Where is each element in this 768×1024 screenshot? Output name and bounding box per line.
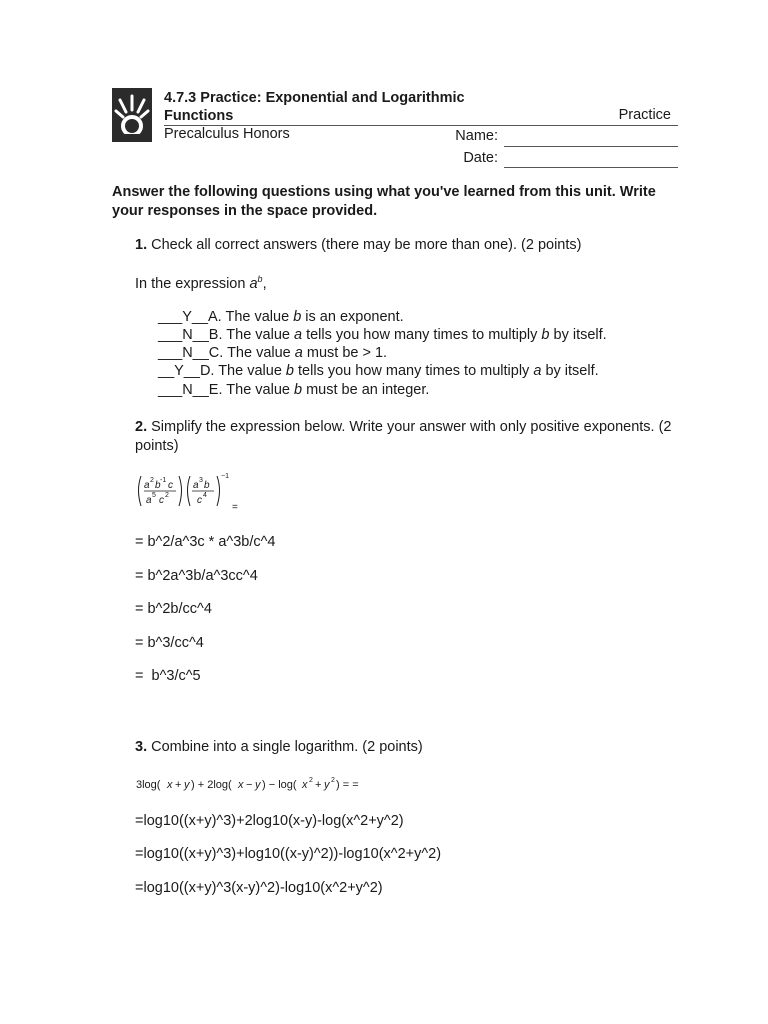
svg-text:-1: -1 — [160, 477, 167, 484]
work-line: = b^3/cc^4 — [135, 635, 204, 651]
question-2 — [135, 418, 683, 456]
name-field[interactable] — [504, 146, 678, 147]
svg-text:−1: −1 — [221, 473, 229, 480]
option-text: tells you how many times to multiply — [302, 327, 542, 343]
work-line: = b^2b/cc^4 — [135, 601, 212, 617]
svg-text:a: a — [144, 480, 150, 491]
option-text: must be an integer. — [302, 382, 430, 398]
option-variable: b — [293, 382, 303, 398]
svg-text:y: y — [184, 779, 190, 791]
svg-text:) = =: ) = = — [336, 779, 359, 791]
answer-mark: ___N__ — [158, 327, 209, 343]
svg-text:c: c — [197, 495, 202, 506]
answer-mark: __Y__ — [158, 363, 200, 379]
work-line: = b^2a^3b/a^3cc^4 — [135, 568, 258, 584]
question-1-option — [158, 382, 429, 398]
option-text: by itself. — [549, 327, 607, 343]
practice-badge: Practice — [618, 107, 671, 123]
question-1-number: 1. — [135, 237, 148, 253]
work-line: =log10((x+y)^3)+2log10(x-y)-log(x^2+y^2) — [135, 813, 404, 829]
svg-text:y: y — [324, 779, 330, 791]
svg-text:2: 2 — [309, 777, 313, 784]
option-text: The value — [222, 327, 294, 343]
svg-text:2: 2 — [165, 492, 169, 499]
question-1-prompt: Check all correct answers (there may be more than one). (2 points) — [151, 237, 582, 253]
svg-text:c: c — [168, 480, 173, 491]
question-3-expression-image — [134, 772, 384, 794]
question-2-number: 2. — [135, 419, 148, 435]
question-1 — [135, 237, 581, 253]
svg-text:b: b — [204, 480, 210, 491]
option-text: is an exponent. — [301, 309, 404, 325]
option-letter: E. — [208, 382, 223, 398]
date-label: Date: — [463, 150, 498, 166]
svg-text:5: 5 — [152, 492, 156, 499]
answer-mark: ___Y__ — [158, 309, 208, 325]
option-letter: C. — [208, 345, 224, 361]
svg-text:2: 2 — [150, 477, 154, 484]
svg-text:4: 4 — [203, 492, 207, 499]
date-field[interactable] — [504, 167, 678, 168]
work-line: = b^2/a^3c * a^3b/c^4 — [135, 534, 276, 550]
question-2-prompt: Simplify the expression below. Write your answer with only positive exponents. (2 points) — [135, 419, 672, 454]
expression-intro: In the expression — [135, 275, 246, 292]
svg-text:+: + — [315, 779, 322, 791]
work-line: =log10((x+y)^3(x-y)^2)-log10(x^2+y^2) — [135, 880, 383, 896]
name-label: Name: — [455, 128, 498, 144]
question-3-prompt: Combine into a single logarithm. (2 points) — [151, 739, 423, 755]
option-variable: a — [293, 327, 303, 343]
expression-exponent: b — [257, 274, 263, 284]
svg-text:x: x — [167, 779, 173, 791]
svg-text:3log(: 3log( — [136, 779, 161, 791]
instructions: Answer the following questions using what you've learned from this unit. Write your responses in the space provided. — [112, 184, 656, 219]
work-line: = b^3/c^5 — [135, 668, 201, 684]
option-text: The value — [223, 345, 295, 361]
svg-text:c: c — [159, 495, 164, 506]
option-text: tells you how many times to multiply — [294, 363, 534, 379]
option-variable: a — [294, 345, 303, 361]
svg-text:−: − — [246, 779, 253, 791]
option-text: by itself. — [541, 363, 599, 379]
question-1-option — [158, 309, 404, 325]
svg-text:x: x — [238, 779, 244, 791]
option-letter: B. — [208, 327, 223, 343]
svg-text:a: a — [146, 495, 152, 506]
option-variable: b — [285, 363, 294, 379]
svg-text:y: y — [255, 779, 261, 791]
question-1-option — [158, 363, 599, 379]
worksheet-title: 4.7.3 Practice: Exponential and Logarithmic Functions — [164, 90, 465, 124]
answer-mark: ___N__ — [158, 345, 209, 361]
answer-mark: ___N__ — [158, 382, 209, 398]
svg-text:) + 2log(: ) + 2log( — [191, 779, 232, 791]
svg-text:b: b — [155, 480, 161, 491]
svg-text:2: 2 — [331, 777, 335, 784]
expression-base: a — [249, 275, 258, 292]
svg-text:3: 3 — [199, 477, 203, 484]
question-3 — [135, 739, 423, 755]
option-variable: b — [541, 327, 550, 343]
option-variable: a — [533, 363, 542, 379]
question-3-number: 3. — [135, 739, 148, 755]
svg-text:) − log(: ) − log( — [262, 779, 297, 791]
option-letter: D. — [199, 363, 215, 379]
question-2-expression-image — [134, 470, 254, 518]
question-2-equals: = — [232, 502, 238, 513]
svg-text:a: a — [193, 480, 199, 491]
course-name: Precalculus Honors — [164, 126, 290, 142]
option-text: The value — [221, 309, 294, 325]
option-text: The value — [214, 363, 286, 379]
option-text: must be > 1. — [302, 345, 388, 361]
question-1-expression: In the expression $a^b$, — [135, 274, 267, 292]
school-logo-icon — [112, 88, 152, 142]
question-1-option — [158, 327, 607, 343]
question-1-option — [158, 345, 387, 361]
option-variable: b — [293, 309, 302, 325]
work-line: =log10((x+y)^3)+log10((x-y)^2))-log10(x^2+y^2) — [135, 846, 442, 862]
option-letter: A. — [208, 309, 222, 325]
svg-text:+: + — [175, 779, 182, 791]
svg-text:x: x — [302, 779, 308, 791]
option-text: The value — [222, 382, 294, 398]
